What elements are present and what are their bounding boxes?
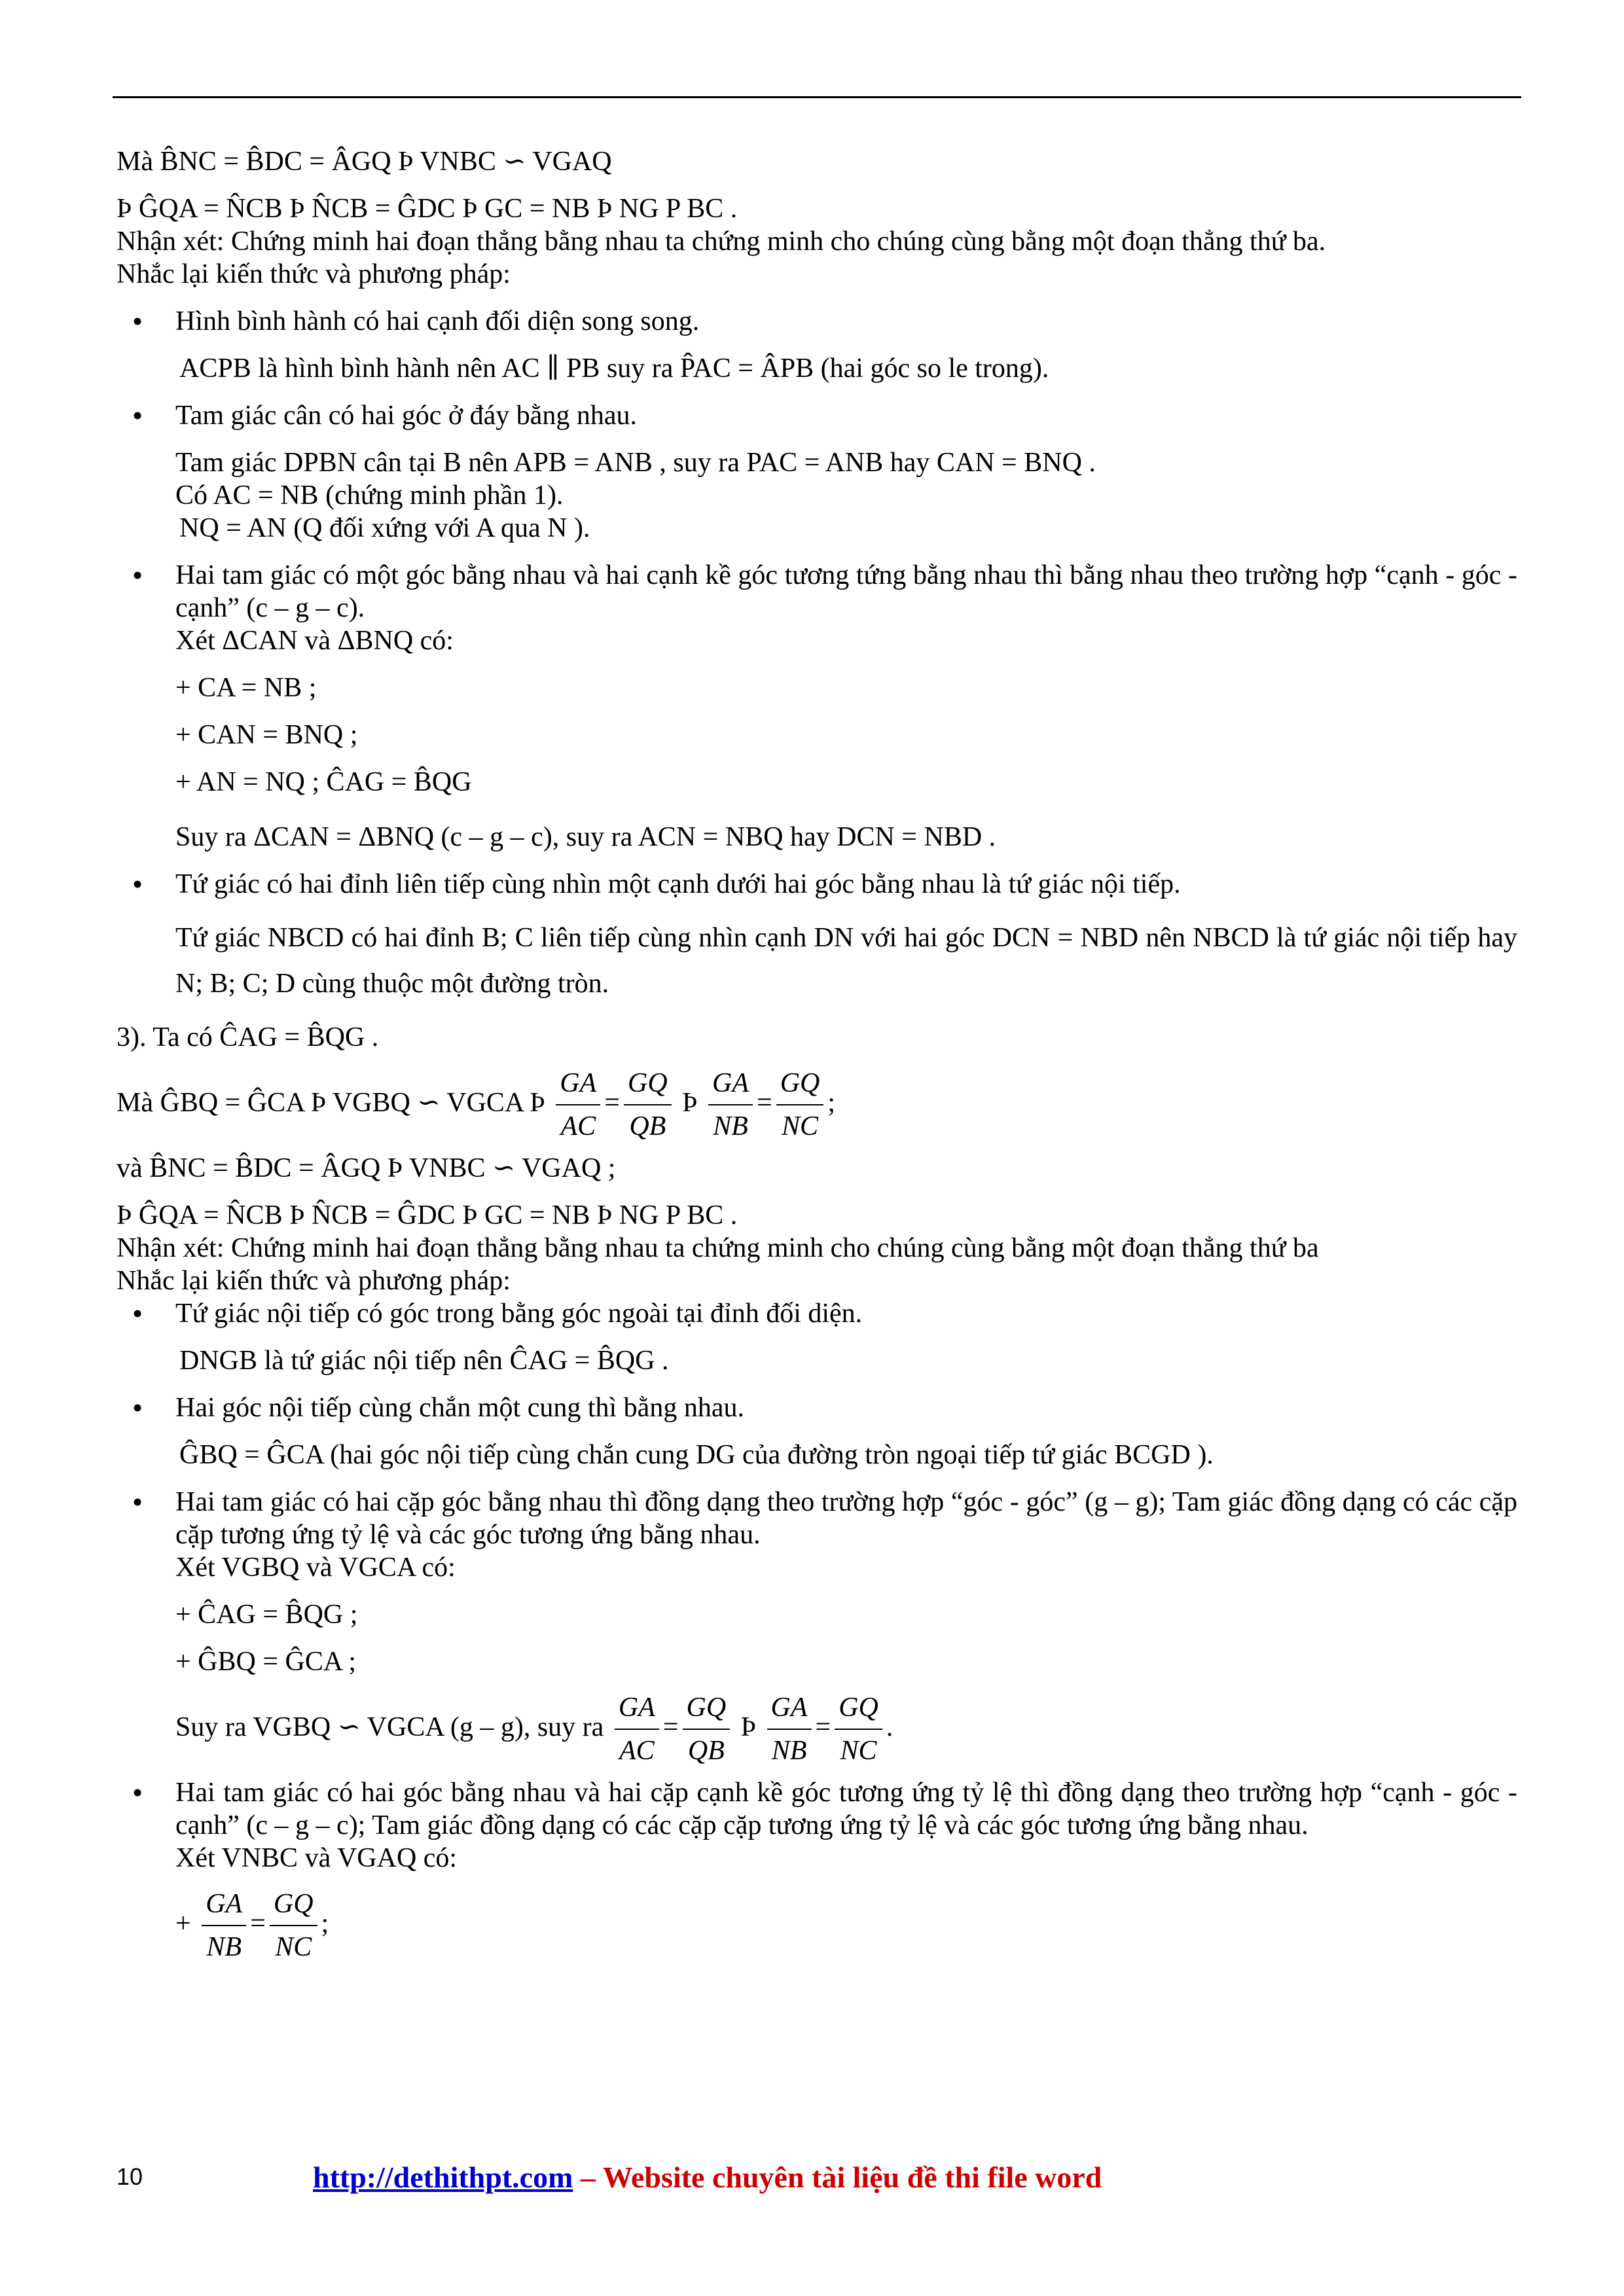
fraction-gq-qb: $\frac{GQ}{QB}$ — [624, 1062, 672, 1147]
bullet-hinh-binh-hanh: • Hình bình hành có hai cạnh đối diện song song. — [117, 305, 1517, 338]
fraction-ga-nb: $\frac{GA}{NB}$ — [708, 1062, 753, 1147]
co-ac-nb-line: Có AC = NB (chứng minh phần 1). — [175, 480, 564, 511]
suy-ra-ratio-line: Suy ra VGBQ ∽ VGCA (g – g), suy ra $\frac{GA}{AC}$ = $\frac{GQ}{QB}$ Þ $\frac{GA}{NB}$ = $\frac{GQ}{NC}$ . — [117, 1678, 1517, 1776]
bullet-tu-giac-goc-ngoai: • Tứ giác nội tiếp có góc trong bằng góc ngoài tại đỉnh đối diện. — [117, 1297, 1517, 1330]
acpb-line: ACPB là hình bình hành nên AC ∥ PB suy ra P̂AC = ÂPB (hai góc so le trong). — [179, 353, 1049, 384]
nhan-xet-2: Nhận xét: Chứng minh hai đoạn thẳng bằng nhau ta chứng minh cho chúng cùng bằng một đoạn thẳng thứ ba — [117, 1233, 1319, 1263]
plus-gbq-gca: + ĜBQ = ĜCA ; — [175, 1647, 357, 1677]
fraction-ga-ac: $\frac{GA}{AC}$ — [556, 1062, 600, 1147]
suy-ra-text: Suy ra VGBQ ∽ VGCA (g – g), suy ra — [175, 1712, 604, 1742]
part-3-heading: 3). Ta có ĈAG = B̂QG . — [117, 1022, 379, 1052]
nq-an-line: NQ = AN (Q đối xứng với A qua N ). — [179, 513, 590, 543]
document-body — [117, 145, 1517, 1973]
fraction-gq-nc-3: $\frac{GQ}{NC}$ — [270, 1883, 317, 1968]
footer — [313, 2160, 1102, 2195]
ma-gbq-ratio-line: Mà ĜBQ = ĜCA Þ VGBQ ∽ VGCA Þ $\frac{GA}{AC}$ = $\frac{GQ}{QB}$ Þ $\frac{GA}{NB}$ = $\frac{GQ}{NC}$ ; — [117, 1054, 1517, 1152]
fraction-gq-nc-2: $\frac{GQ}{NC}$ — [835, 1687, 882, 1772]
plus-can-bnq: + CAN = BNQ ; — [175, 720, 358, 750]
nhac-lai-2: Nhắc lại kiến thức và phương pháp: — [117, 1266, 511, 1296]
plus-ratio-line: + $\frac{GA}{NB}$ = $\frac{GQ}{NC}$ ; — [117, 1874, 1517, 1973]
header-rule — [113, 96, 1521, 98]
footer-link[interactable]: http://dethithpt.com — [313, 2161, 573, 2194]
suy-ra-can-bnq: Suy ra ΔCAN = ΔBNQ (c – g – c), suy ra ACN = NBQ hay DCN = NBD . — [175, 822, 996, 852]
line-ma-bnc: Mà B̂NC = B̂DC = ÂGQ Þ VNBC ∽ VGAQ — [117, 147, 612, 177]
line-gqa: Þ ĜQA = N̂CB Þ N̂CB = ĜDC Þ GC = NB Þ NG P BC . — [117, 194, 738, 224]
tam-giac-pbn-line: Tam giác DPBN cân tại B nên APB = ANB , suy ra PAC = ANB hay CAN = BNQ . — [175, 448, 1096, 478]
bullet-tam-giac-can: • Tam giác cân có hai góc ở đáy bằng nhau. — [117, 399, 1517, 432]
fraction-ga-ac-2: $\frac{GA}{AC}$ — [615, 1687, 659, 1772]
plus-cag-bqg: + ĈAG = B̂QG ; — [175, 1600, 358, 1630]
nhac-lai-1: Nhắc lại kiến thức và phương pháp: — [117, 259, 511, 289]
bullet-dong-dang-gg: • Hai tam giác có hai cặp góc bằng nhau thì đồng dạng theo trường hợp “góc - góc” (g – g); Tam giác đồng dạng có các cặp cặp tương ứng tỷ lệ và các góc tương ứng bằng nhau. — [117, 1486, 1517, 1551]
xet-can-bnq: Xét ΔCAN và ΔBNQ có: — [175, 626, 454, 656]
fraction-ga-nb-2: $\frac{GA}{NB}$ — [767, 1687, 812, 1772]
footer-text: – Website chuyên tài liệu đề thi file word — [573, 2161, 1102, 2194]
bullet-tu-giac-noi-tiep: • Tứ giác có hai đỉnh liên tiếp cùng nhìn một cạnh dưới hai góc bằng nhau là tứ giác nội tiếp. — [117, 868, 1517, 901]
page-number: 10 — [117, 2163, 143, 2190]
xet-gbq-gca: Xét VGBQ và VGCA có: — [175, 1552, 456, 1583]
dngb-line: DNGB là tứ giác nội tiếp nên ĈAG = B̂QG . — [179, 1346, 669, 1376]
gbq-gca-line: ĜBQ = ĜCA (hai góc nội tiếp cùng chắn cung DG của đường tròn ngoại tiếp tứ giác BCGD ). — [179, 1440, 1214, 1470]
bullet-goc-noi-tiep: • Hai góc nội tiếp cùng chắn một cung thì bằng nhau. — [117, 1391, 1517, 1424]
gqa-line-2: Þ ĜQA = N̂CB Þ N̂CB = ĜDC Þ GC = NB Þ NG P BC . — [117, 1200, 738, 1230]
va-bnc-line: và B̂NC = B̂DC = ÂGQ Þ VNBC ∽ VGAQ ; — [117, 1153, 616, 1183]
nhan-xet-1: Nhận xét: Chứng minh hai đoạn thẳng bằng nhau ta chứng minh cho chúng cùng bằng một đoạn thẳng thứ ba. — [117, 226, 1326, 257]
xet-nbc-gaq: Xét VNBC và VGAQ có: — [175, 1843, 458, 1873]
bullet-dong-dang-cgc: • Hai tam giác có hai góc bằng nhau và hai cặp cạnh kề góc tương ứng tỷ lệ thì đồng dạng theo trường hợp “cạnh - góc - cạnh” (c – g – c); Tam giác đồng dạng có các cặp cặp tương ứng tỷ lệ và các góc tương ứng bằng nhau. — [117, 1776, 1517, 1842]
fraction-gq-nc: $\frac{GQ}{NC}$ — [776, 1062, 824, 1147]
fraction-gq-qb-2: $\frac{GQ}{QB}$ — [683, 1687, 731, 1772]
plus-an-nq: + AN = NQ ; ĈAG = B̂QG — [175, 767, 472, 797]
tu-giac-nbcd-para: Tứ giác NBCD có hai đỉnh B; C liên tiếp cùng nhìn cạnh DN với hai góc DCN = NBD nên NBCD là tứ giác nội tiếp hay N; B; C; D cùng thuộc một đường tròn. — [175, 923, 1517, 999]
ma-gbq-text: Mà ĜBQ = ĜCA Þ VGBQ ∽ VGCA Þ — [117, 1088, 545, 1118]
plus-ca-nb: + CA = NB ; — [175, 673, 317, 703]
fraction-ga-nb-3: $\frac{GA}{NB}$ — [202, 1883, 246, 1968]
bullet-hai-tam-giac-cgc: • Hai tam giác có một góc bằng nhau và hai cạnh kề góc tương tứng bằng nhau thì bằng nhau theo trường hợp “cạnh - góc - cạnh” (c – g – c). — [117, 559, 1517, 624]
